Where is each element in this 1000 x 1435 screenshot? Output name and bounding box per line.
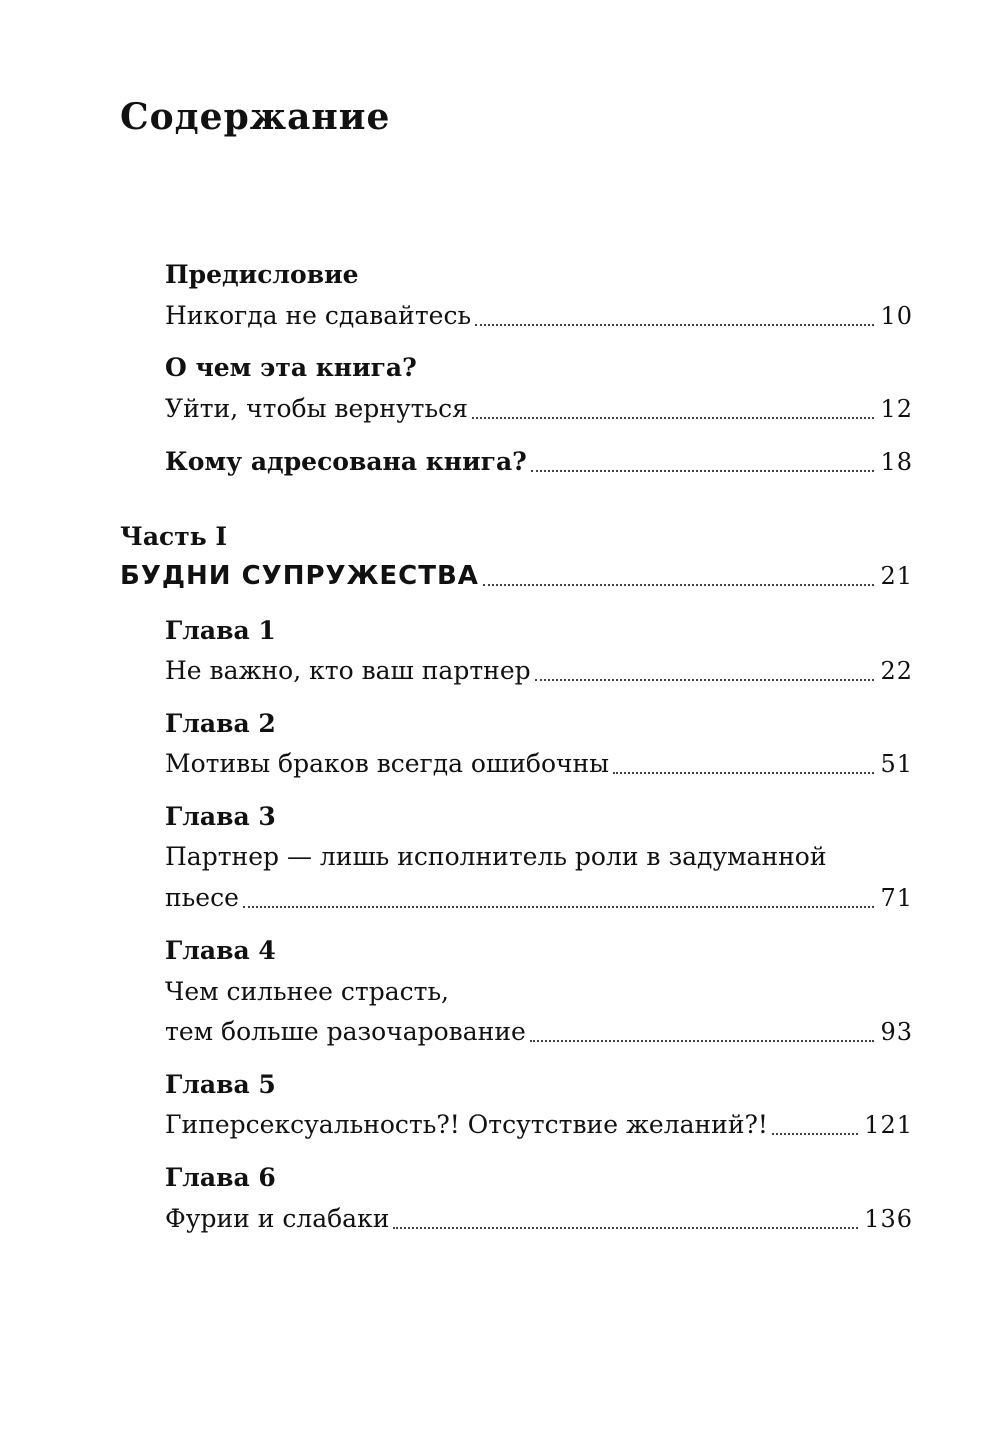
page-number: 21: [880, 562, 913, 590]
dot-leader: [243, 906, 875, 908]
dot-leader: [483, 584, 875, 586]
toc-entry[interactable]: [165, 442, 913, 482]
page-number: 10: [880, 302, 913, 330]
preface-heading: [165, 255, 913, 295]
dot-leader: [531, 470, 875, 472]
chapter-label-text: Глава 6: [165, 1163, 276, 1192]
chapter-label-text: Глава 4: [165, 936, 276, 965]
entry-title: Никогда не сдавайтесь: [165, 301, 472, 330]
entry-title: тем больше разочарование: [165, 1017, 526, 1046]
toc-entry[interactable]: [165, 389, 913, 429]
entry-title: пьесе: [165, 883, 239, 912]
entry-title: Чем сильнее страсть,: [165, 977, 449, 1006]
page-number: 18: [880, 448, 913, 476]
chapter-label: [165, 1065, 913, 1105]
toc-entry[interactable]: [120, 556, 913, 596]
toc-entry[interactable]: [165, 651, 913, 691]
toc-entry[interactable]: [165, 1199, 913, 1239]
dot-leader: [772, 1133, 858, 1135]
part-title: БУДНИ СУПРУЖЕСТВА: [120, 561, 479, 591]
page-number: 93: [880, 1018, 913, 1046]
dot-leader: [530, 1040, 875, 1042]
toc-entry[interactable]: [165, 296, 913, 336]
page-number: 12: [880, 395, 913, 423]
entry-title-line: [165, 837, 913, 877]
heading-text: Предисловие: [165, 260, 359, 289]
entry-title: Мотивы браков всегда ошибочны: [165, 749, 610, 778]
page-number: 71: [880, 884, 913, 912]
chapter-label: [165, 704, 913, 744]
dot-leader: [393, 1227, 858, 1229]
about-heading: [165, 348, 913, 388]
page-number: 22: [880, 657, 913, 685]
page-number: 136: [864, 1205, 913, 1233]
page-number: 51: [880, 750, 913, 778]
entry-title: Не важно, кто ваш партнер: [165, 656, 531, 685]
toc-entry[interactable]: [165, 1105, 913, 1145]
entry-title: Кому адресована книга?: [165, 447, 527, 476]
chapter-label: [165, 611, 913, 651]
dot-leader: [613, 772, 874, 774]
entry-title: Уйти, чтобы вернуться: [165, 394, 468, 423]
dot-leader: [475, 324, 874, 326]
toc-entry[interactable]: [165, 744, 913, 784]
chapter-label: [165, 1158, 913, 1198]
chapter-label: [165, 931, 913, 971]
entry-title: Гиперсексуальность?! Отсутствие желаний?!: [165, 1110, 768, 1139]
heading-text: О чем эта книга?: [165, 353, 417, 382]
chapter-label-text: Глава 2: [165, 709, 276, 738]
entry-title-line: [165, 972, 913, 1012]
chapter-label-text: Глава 3: [165, 802, 276, 831]
entry-title: Партнер — лишь исполнитель роли в задуманной: [165, 842, 827, 871]
page-number: 121: [864, 1111, 913, 1139]
chapter-label-text: Глава 5: [165, 1070, 276, 1099]
dot-leader: [535, 679, 875, 681]
toc-entry[interactable]: [165, 1012, 913, 1052]
part-label-text: Часть I: [120, 522, 228, 551]
dot-leader: [472, 417, 875, 419]
chapter-label: [165, 797, 913, 837]
part-label: [120, 517, 913, 557]
entry-title: Фурии и слабаки: [165, 1204, 390, 1233]
toc-entry[interactable]: [165, 878, 913, 918]
page-title: Содержание: [120, 96, 391, 138]
chapter-label-text: Глава 1: [165, 616, 276, 645]
